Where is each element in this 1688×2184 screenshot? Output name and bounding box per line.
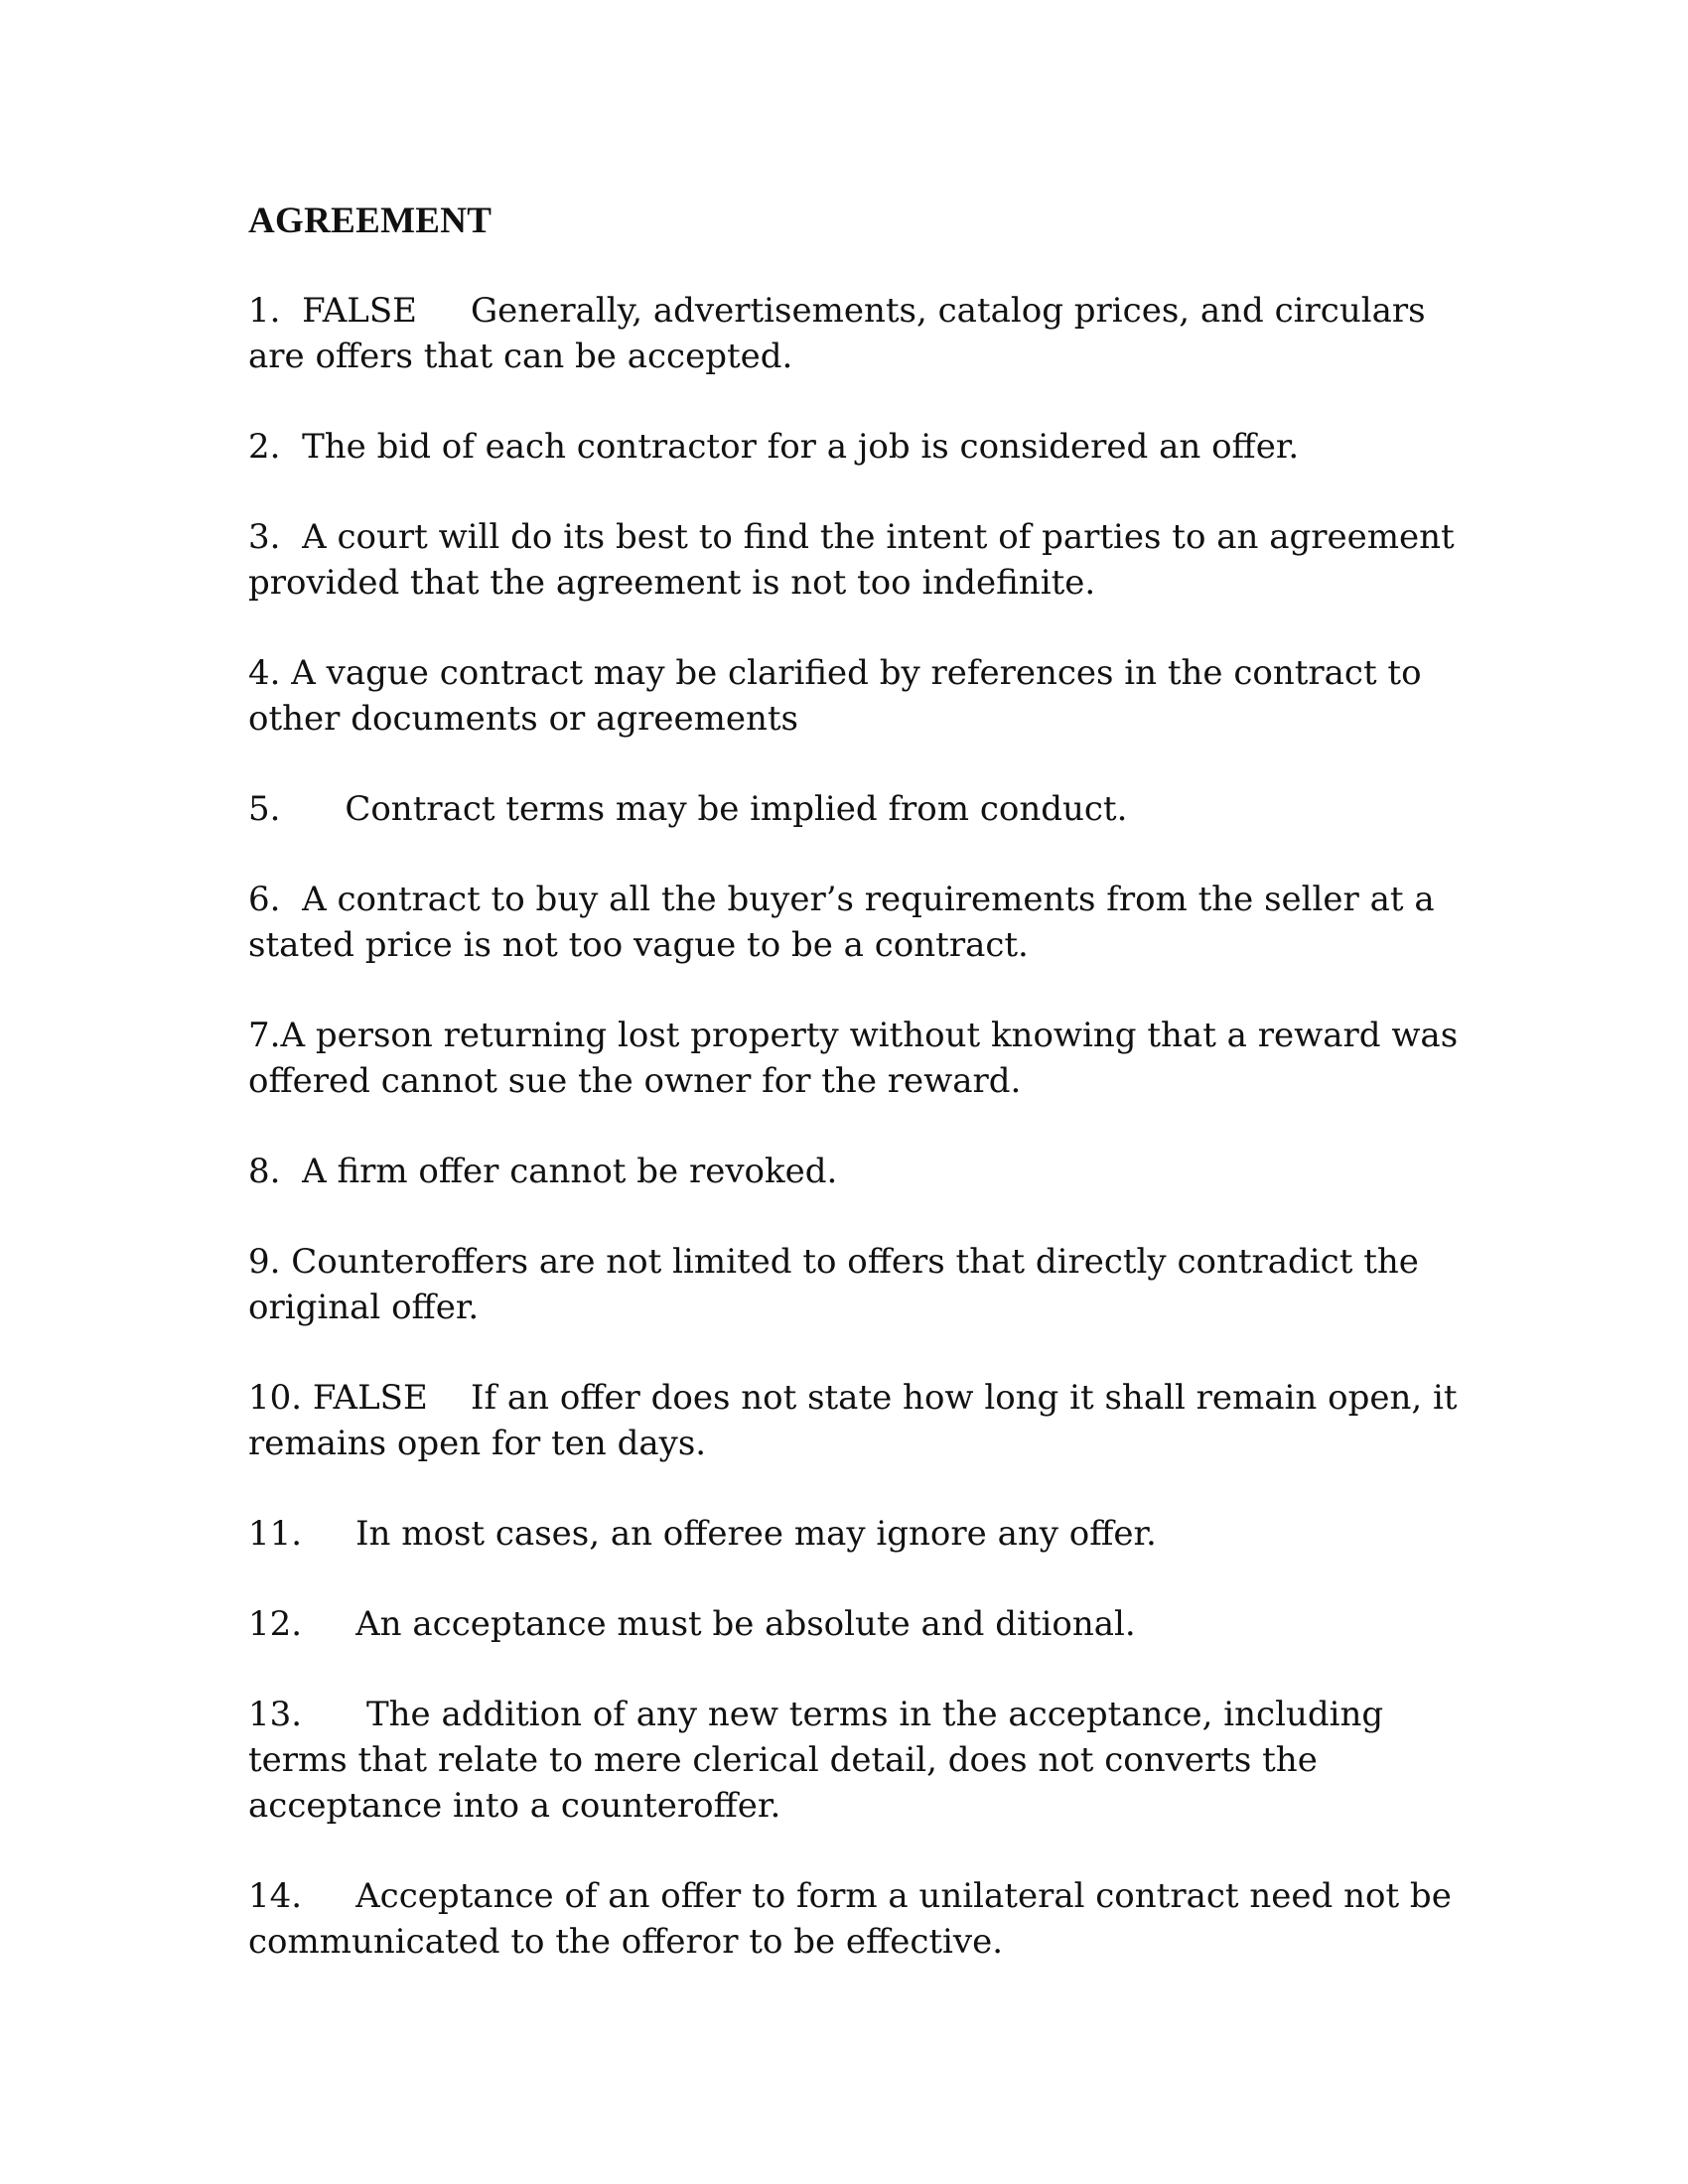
list-item xyxy=(248,1149,1470,1194)
item-text: The addition of any new terms in the acceptance, including terms that relate to mere clerical detail, does not converts the acceptance into a counteroffer. xyxy=(248,1695,1394,1826)
item-text: A person returning lost property without knowing that a reward was offered cannot sue the owner for the reward. xyxy=(248,1016,1469,1101)
item-number: 9. xyxy=(248,1242,281,1282)
list-item xyxy=(248,1239,1470,1330)
item-number: 13. xyxy=(248,1695,303,1734)
item-number: 10. xyxy=(248,1378,303,1418)
item-text: Generally, advertisements, catalog prices, and circulars are offers that can be accepted. xyxy=(248,291,1437,376)
item-number: 8. xyxy=(248,1152,281,1191)
item-number: 2. xyxy=(248,427,281,467)
item-text: In most cases, an offeree may ignore any offer. xyxy=(355,1514,1157,1554)
item-text: Contract terms may be implied from conduct. xyxy=(345,789,1128,829)
answer-tag: FALSE xyxy=(312,1378,428,1418)
page-title: AGREEMENT xyxy=(248,201,492,241)
item-text: The bid of each contractor for a job is considered an offer. xyxy=(302,427,1300,467)
list-item xyxy=(248,1013,1470,1104)
item-number: 4. xyxy=(248,653,281,693)
item-number: 6. xyxy=(248,880,281,919)
list-item xyxy=(248,514,1470,606)
item-number: 3. xyxy=(248,517,281,557)
answer-tag: FALSE xyxy=(302,291,417,331)
list-item xyxy=(248,1375,1470,1466)
item-number: 7. xyxy=(248,1016,281,1055)
list-item xyxy=(248,288,1470,379)
item-number: 11. xyxy=(248,1514,303,1554)
item-text: A contract to buy all the buyer’s requirements from the seller at a stated price is not too vague to be a contract. xyxy=(248,880,1446,965)
list-item xyxy=(248,1601,1470,1647)
list-item xyxy=(248,1873,1470,1965)
item-number: 5. xyxy=(248,789,281,829)
list-item xyxy=(248,786,1470,832)
list-item xyxy=(248,1511,1470,1557)
list-item xyxy=(248,877,1470,968)
list-item xyxy=(248,1692,1470,1829)
list-item xyxy=(248,424,1470,470)
item-text: A firm offer cannot be revoked. xyxy=(302,1152,838,1191)
list-item xyxy=(248,650,1470,742)
item-text: Counteroffers are not limited to offers that directly contradict the original offer. xyxy=(248,1242,1430,1327)
item-text: A court will do its best to find the intent of parties to an agreement provided that the agreement is not too indefinite. xyxy=(248,517,1466,603)
item-text: Acceptance of an offer to form a unilateral contract need not be communicated to the offeror to be effective. xyxy=(248,1876,1463,1962)
item-text: If an offer does not state how long it shall remain open, it remains open for ten days. xyxy=(248,1378,1469,1463)
document-page xyxy=(248,199,1470,2009)
item-number: 14. xyxy=(248,1876,303,1916)
item-text: A vague contract may be clarified by references in the contract to other documents or agreements xyxy=(248,653,1433,739)
item-number: 1. xyxy=(248,291,281,331)
item-number: 12. xyxy=(248,1604,303,1644)
item-text: An acceptance must be absolute and ditional. xyxy=(355,1604,1136,1644)
